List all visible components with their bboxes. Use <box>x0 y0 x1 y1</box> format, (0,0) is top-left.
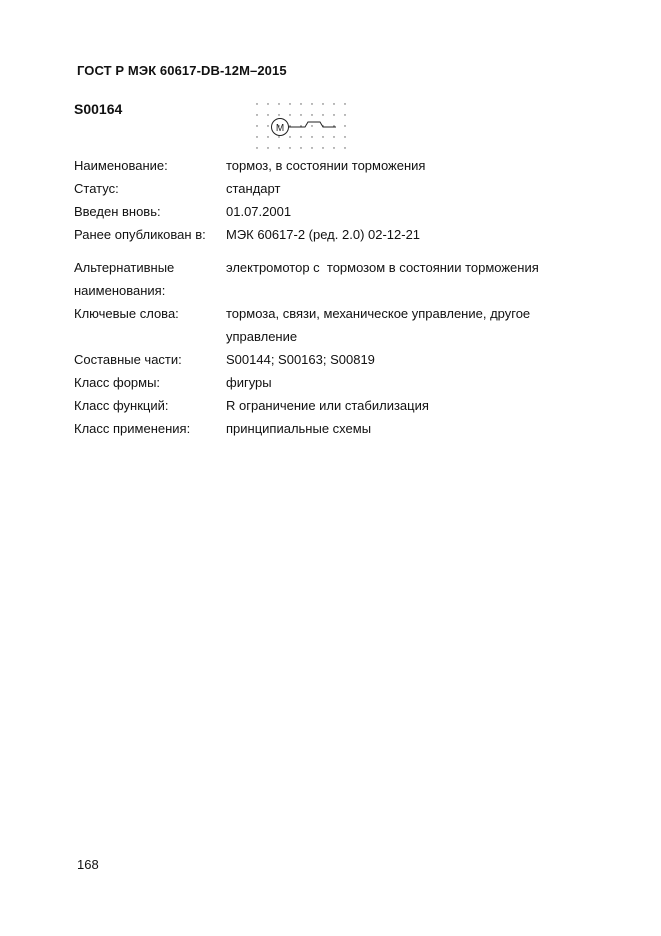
symbol-graphic <box>252 100 352 150</box>
property-label: Введен вновь: <box>74 204 161 219</box>
property-row <box>74 371 634 394</box>
property-row <box>74 256 634 279</box>
property-label: Класс формы: <box>74 375 161 390</box>
grid-dot <box>333 114 334 115</box>
properties-list <box>74 154 634 440</box>
grid-dot <box>256 125 257 126</box>
grid-dot <box>278 114 279 115</box>
grid-dot <box>322 147 323 148</box>
property-row <box>74 394 634 417</box>
grid-dot <box>267 114 268 115</box>
property-row <box>74 325 634 348</box>
property-value: тормоза, связи, механическое управление, другое <box>226 306 531 321</box>
grid-dot <box>289 136 290 137</box>
property-label: Наименование: <box>74 158 168 173</box>
grid-dot <box>300 103 301 104</box>
property-label <box>74 325 226 348</box>
grid-dot <box>300 136 301 137</box>
grid-dot <box>256 114 257 115</box>
property-row <box>74 154 634 177</box>
property-label: наименования: <box>74 283 166 298</box>
property-label: Альтернативные <box>74 260 175 275</box>
property-label: Класс применения: <box>74 421 191 436</box>
grid-dot <box>289 114 290 115</box>
grid-dot <box>278 147 279 148</box>
grid-dot <box>344 103 345 104</box>
property-label: Статус: <box>74 181 119 196</box>
property-row <box>74 302 634 325</box>
grid-dot <box>333 103 334 104</box>
motor-letter: M <box>275 123 285 134</box>
grid-dot <box>322 103 323 104</box>
page-number: 168 <box>77 857 99 872</box>
property-row <box>74 200 634 223</box>
property-value: 01.07.2001 <box>226 204 292 219</box>
grid-dot <box>300 125 301 126</box>
property-value <box>226 279 634 302</box>
property-label: Ранее опубликован в: <box>74 227 206 242</box>
property-row <box>74 279 634 302</box>
grid-dot <box>267 147 268 148</box>
grid-dot <box>267 125 268 126</box>
grid-dot <box>333 147 334 148</box>
property-row <box>74 177 634 200</box>
grid-dot <box>333 136 334 137</box>
grid-dot <box>344 147 345 148</box>
property-label: Составные части: <box>74 352 182 367</box>
property-value: фигуры <box>226 375 272 390</box>
property-value: электромотор с тормозом в состоянии торможения <box>226 260 539 275</box>
property-label: Ключевые слова: <box>74 306 179 321</box>
property-value: стандарт <box>226 181 281 196</box>
grid-dot <box>300 147 301 148</box>
grid-dot <box>278 136 279 137</box>
grid-dot <box>289 103 290 104</box>
symbol-code: S00164 <box>74 101 123 117</box>
document-header: ГОСТ Р МЭК 60617-DB-12M–2015 <box>77 63 287 78</box>
grid-dot <box>256 136 257 137</box>
grid-dot <box>300 114 301 115</box>
property-row <box>74 348 634 371</box>
grid-dot <box>289 125 290 126</box>
grid-dot <box>311 147 312 148</box>
property-value: тормоз, в состоянии торможения <box>226 158 426 173</box>
grid-dot <box>267 136 268 137</box>
grid-dot <box>311 125 312 126</box>
motor-with-brake-symbol-icon <box>252 100 352 155</box>
grid-dot <box>344 125 345 126</box>
property-value: управление <box>226 329 298 344</box>
property-value: R ограничение или стабилизация <box>226 398 429 413</box>
grid-dot <box>322 136 323 137</box>
grid-dot <box>256 147 257 148</box>
grid-dot <box>333 125 334 126</box>
grid-dot <box>311 103 312 104</box>
grid-dot <box>344 114 345 115</box>
property-value: принципиальные схемы <box>226 421 372 436</box>
property-value: S00144; S00163; S00819 <box>226 352 375 367</box>
property-row <box>74 223 634 246</box>
grid-dot <box>289 147 290 148</box>
grid-dot <box>267 103 268 104</box>
grid-dot <box>322 114 323 115</box>
property-value: МЭК 60617-2 (ред. 2.0) 02-12-21 <box>226 227 421 242</box>
property-label: Класс функций: <box>74 398 169 413</box>
grid-dot <box>311 114 312 115</box>
grid-dot <box>278 103 279 104</box>
grid-dot <box>311 136 312 137</box>
property-row <box>74 417 634 440</box>
grid-dot <box>256 103 257 104</box>
grid-dot <box>344 136 345 137</box>
